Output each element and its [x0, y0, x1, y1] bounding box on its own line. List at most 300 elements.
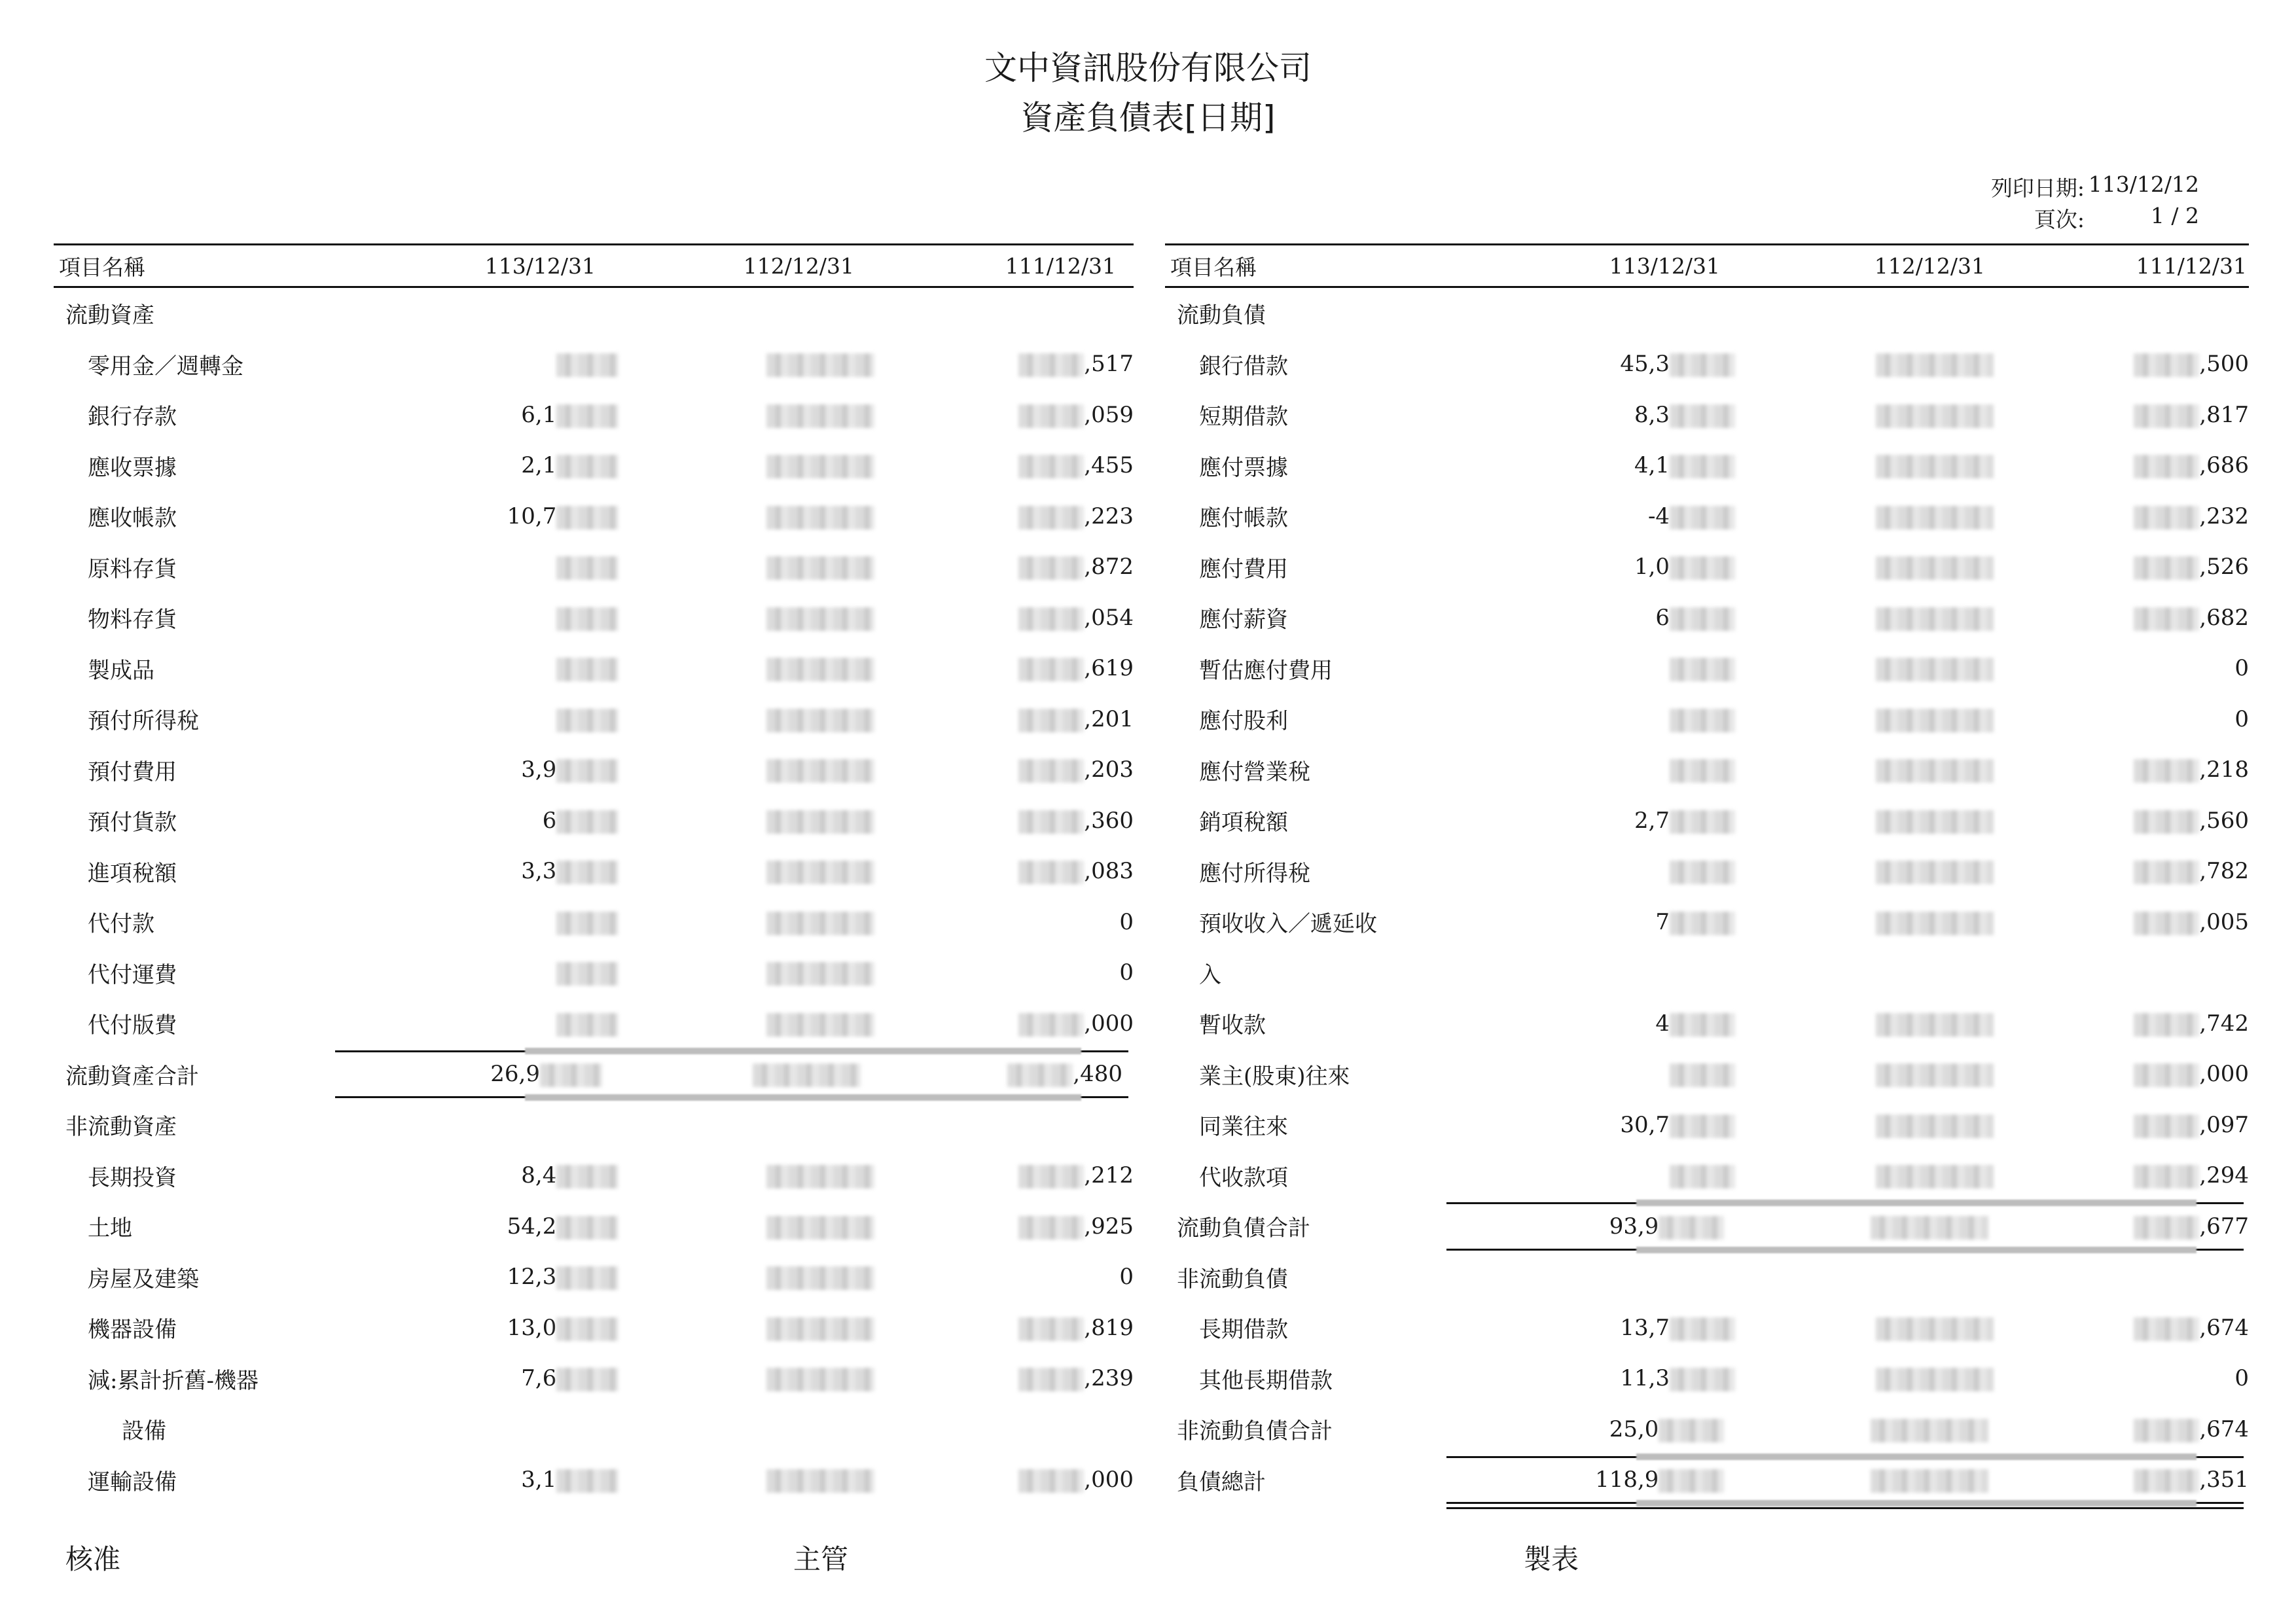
cell-value: ,686	[2199, 452, 2249, 479]
row-label: 預付費用	[88, 758, 177, 785]
cell-value: ,294	[2199, 1162, 2249, 1189]
cell-value: ,480	[1073, 1061, 1122, 1088]
table-row	[1165, 339, 2249, 390]
redacted-value	[556, 404, 619, 428]
cell-value: 0	[1119, 908, 1134, 935]
redacted-value	[766, 962, 874, 986]
cell-period-3	[1994, 1162, 2249, 1188]
redacted-value	[1871, 1469, 1988, 1493]
table-row	[54, 643, 1134, 694]
cell-period-1	[386, 1213, 619, 1240]
cell-period-2	[619, 1264, 874, 1290]
cell-period-3	[874, 554, 1134, 580]
row-label: 代付版費	[88, 1012, 177, 1039]
column-period-2: 112/12/31	[1874, 253, 1985, 279]
cell-value: ,677	[2199, 1213, 2250, 1240]
table-row	[54, 1302, 1134, 1353]
redacted-value	[2134, 1216, 2199, 1240]
redacted-value	[2134, 556, 2199, 580]
cell-value: ,517	[1084, 351, 1134, 378]
cell-period-2	[1735, 655, 1994, 681]
cell-period-3	[861, 1061, 1122, 1087]
row-label: 入	[1199, 961, 1221, 988]
liabilities-table-header	[1165, 243, 2249, 288]
redacted-value	[1018, 1368, 1084, 1391]
cell-value: 45,3	[1620, 351, 1670, 378]
table-row	[54, 1404, 1134, 1455]
redacted-value	[766, 1013, 874, 1037]
cell-period-1	[386, 605, 619, 631]
cell-period-1	[386, 655, 619, 681]
cell-period-1	[367, 1061, 602, 1087]
cell-period-3	[1994, 1010, 2249, 1037]
redacted-value	[2134, 1063, 2199, 1087]
cell-period-2	[619, 554, 874, 580]
redacted-value	[2134, 506, 2199, 529]
redacted-value	[1670, 455, 1735, 478]
redacted-value	[1018, 404, 1084, 428]
cell-value: ,455	[1084, 452, 1134, 479]
cell-value: 3,9	[521, 757, 557, 783]
row-label: 應付費用	[1199, 556, 1288, 582]
redacted-value	[2134, 810, 2199, 834]
row-label: 應收帳款	[88, 505, 177, 532]
cell-value: 2,1	[521, 452, 557, 479]
cell-period-3	[1994, 1365, 2249, 1391]
table-row	[1165, 440, 2249, 491]
cell-period-2	[619, 1162, 874, 1188]
redacted-value	[1018, 1216, 1084, 1240]
cell-value: 8,3	[1634, 401, 1670, 428]
cell-period-1	[386, 909, 619, 935]
table-row	[54, 542, 1134, 593]
redacted-value	[1670, 1013, 1735, 1037]
cell-value: ,560	[2199, 807, 2249, 834]
redacted-value	[1876, 1165, 1994, 1188]
cell-period-3	[1994, 757, 2249, 783]
cell-period-1	[386, 808, 619, 834]
table-row	[54, 795, 1134, 846]
redacted-value	[1018, 810, 1084, 834]
redacted-value	[1876, 607, 1994, 631]
cell-period-2	[619, 1467, 874, 1493]
cell-period-3	[1988, 1213, 2249, 1240]
cell-value: 4	[1655, 1010, 1670, 1037]
table-row	[1165, 643, 2249, 694]
row-label: 非流動負債合計	[1177, 1418, 1333, 1445]
redacted-value	[1871, 1419, 1988, 1442]
cell-value: 93,9	[1609, 1213, 1659, 1240]
cell-value: 0	[2234, 1365, 2249, 1392]
page-label: 頁次:	[2034, 207, 2085, 232]
cell-value: 0	[1119, 1264, 1134, 1291]
redacted-value	[1007, 1063, 1073, 1087]
cell-value: ,083	[1084, 858, 1134, 885]
redacted-value	[1670, 912, 1735, 935]
row-label: 代付款	[88, 911, 154, 938]
table-row	[1165, 1353, 2249, 1404]
cell-period-1	[1493, 706, 1736, 732]
cell-value: ,054	[1084, 604, 1134, 631]
cell-period-1	[386, 858, 619, 884]
redacted-value	[766, 1317, 874, 1341]
redacted-value	[766, 810, 874, 834]
redacted-value	[2134, 353, 2199, 377]
redacted-value	[766, 1266, 874, 1290]
cell-period-1	[386, 1264, 619, 1290]
column-name: 項目名稱	[1170, 254, 1257, 280]
row-label: 預付所得稅	[88, 708, 199, 735]
table-row	[54, 592, 1134, 643]
cell-value: ,674	[2199, 1314, 2249, 1341]
cell-period-1	[1493, 402, 1736, 428]
cell-period-3	[874, 1467, 1134, 1493]
cell-period-1	[386, 1162, 619, 1188]
row-label: 減:累計折舊-機器	[88, 1367, 259, 1394]
row-label: 土地	[88, 1215, 132, 1242]
row-label: 應付所得稅	[1199, 860, 1310, 887]
cell-period-1	[1493, 1365, 1736, 1391]
cell-value: ,925	[1084, 1213, 1134, 1240]
redacted-value	[1670, 1063, 1735, 1087]
cell-value: ,872	[1084, 554, 1134, 580]
row-label: 應付帳款	[1199, 505, 1288, 532]
cell-period-1	[1493, 503, 1736, 529]
table-row	[54, 1252, 1134, 1303]
table-row	[1165, 288, 2249, 339]
table-row	[54, 491, 1134, 542]
redacted-value	[556, 1469, 619, 1493]
cell-period-2	[619, 655, 874, 681]
cell-period-2	[1735, 351, 1994, 377]
row-label: 應付營業稅	[1199, 758, 1310, 785]
row-label: 流動資產合計	[65, 1063, 199, 1090]
cell-value: ,817	[2199, 401, 2249, 428]
row-label: 暫收款	[1199, 1012, 1266, 1039]
cell-value: ,000	[2199, 1061, 2249, 1088]
cell-period-2	[1724, 1213, 1988, 1240]
redacted-value	[1670, 353, 1735, 377]
row-label: 預收收入／遞延收	[1199, 911, 1377, 938]
cell-period-2	[619, 909, 874, 935]
cell-value: -4	[1647, 503, 1670, 529]
redacted-value	[1876, 556, 1994, 580]
row-label: 負債總計	[1177, 1469, 1266, 1495]
cell-period-3	[1994, 351, 2249, 377]
redacted-value	[766, 506, 874, 529]
cell-period-1	[1493, 909, 1736, 935]
redacted-value	[1876, 912, 1994, 935]
cell-period-1	[1493, 1315, 1736, 1341]
cell-value: ,059	[1084, 401, 1134, 428]
liabilities-table	[1165, 243, 2249, 1505]
cell-value: 2,7	[1634, 807, 1670, 834]
table-row	[54, 1150, 1134, 1202]
cell-period-1	[386, 1010, 619, 1037]
redacted-value	[1670, 658, 1735, 681]
row-label: 流動負債	[1177, 302, 1266, 329]
cell-period-2	[1735, 503, 1994, 529]
redacted-value	[2134, 861, 2199, 884]
row-label: 進項稅額	[88, 860, 177, 887]
cell-period-1	[1493, 1162, 1736, 1188]
cell-period-2	[619, 605, 874, 631]
row-label: 應付薪資	[1199, 607, 1288, 633]
redacted-value	[1876, 1013, 1994, 1037]
redacted-value	[2134, 455, 2199, 478]
cell-period-3	[874, 503, 1134, 529]
redacted-value	[1018, 709, 1084, 732]
table-row	[1165, 846, 2249, 897]
cell-value: ,218	[2199, 757, 2249, 783]
redacted-value	[1018, 556, 1084, 580]
redacted-value	[1876, 810, 1994, 834]
redacted-value	[2134, 607, 2199, 631]
cell-period-2	[1724, 1416, 1988, 1442]
cell-period-2	[619, 452, 874, 478]
cell-value: 6,1	[521, 401, 557, 428]
table-row	[54, 897, 1134, 948]
cell-value: ,212	[1084, 1162, 1134, 1189]
redacted-value	[1876, 1063, 1994, 1087]
row-label: 流動負債合計	[1177, 1215, 1310, 1242]
redacted-value	[766, 455, 874, 478]
redacted-value	[2134, 1115, 2199, 1138]
cell-period-3	[874, 452, 1134, 478]
table-row	[54, 1455, 1134, 1506]
table-row	[54, 745, 1134, 796]
redacted-value	[766, 759, 874, 783]
table-row	[1165, 745, 2249, 796]
cell-period-2	[1735, 1010, 1994, 1037]
cell-value: 3,1	[521, 1467, 557, 1493]
cell-value: 10,7	[507, 503, 557, 529]
cell-period-3	[1994, 858, 2249, 884]
table-row	[1165, 1252, 2249, 1303]
redacted-value	[1018, 1469, 1084, 1493]
cell-period-1	[386, 757, 619, 783]
cell-value: 8,4	[521, 1162, 557, 1189]
redacted-value	[1876, 1368, 1994, 1391]
cell-period-3	[874, 351, 1134, 377]
column-name: 項目名稱	[59, 254, 145, 280]
cell-period-1	[386, 706, 619, 732]
cell-period-3	[874, 959, 1134, 986]
cell-value: ,782	[2199, 858, 2249, 885]
redacted-value	[766, 353, 874, 377]
redacted-value	[766, 607, 874, 631]
redacted-value	[556, 759, 619, 783]
table-row	[54, 288, 1134, 339]
cell-period-3	[1994, 706, 2249, 732]
cell-period-3	[1994, 1112, 2249, 1138]
table-row	[1165, 1049, 2249, 1100]
row-label: 流動資產	[65, 302, 154, 329]
redacted-value	[1018, 1013, 1084, 1037]
cell-value: ,619	[1084, 655, 1134, 682]
cell-value: ,239	[1084, 1365, 1134, 1392]
cell-period-2	[619, 402, 874, 428]
table-row	[1165, 1455, 2249, 1506]
redacted-value	[2134, 1419, 2199, 1442]
cell-value: 6	[542, 807, 557, 834]
redacted-value	[1871, 1216, 1988, 1240]
table-row	[54, 1099, 1134, 1150]
redacted-value	[766, 912, 874, 935]
redacted-value	[556, 709, 619, 732]
redacted-value	[1659, 1419, 1724, 1442]
redacted-value	[1659, 1216, 1724, 1240]
redacted-value	[2134, 1469, 2199, 1493]
row-label: 原料存貨	[88, 556, 177, 582]
row-label: 其他長期借款	[1199, 1367, 1333, 1394]
redacted-value	[1018, 1317, 1084, 1341]
cell-value: ,201	[1084, 705, 1134, 732]
row-label: 應付股利	[1199, 708, 1288, 735]
cell-period-2	[619, 808, 874, 834]
cell-period-2	[1735, 1112, 1994, 1138]
row-label: 零用金／週轉金	[88, 353, 243, 380]
redacted-value	[1670, 861, 1735, 884]
row-label: 銀行存款	[88, 404, 177, 431]
redacted-value	[1876, 506, 1994, 529]
redacted-value	[1018, 861, 1084, 884]
table-row	[54, 948, 1134, 999]
cell-period-3	[1994, 655, 2249, 681]
cell-period-2	[1735, 402, 1994, 428]
cell-period-3	[874, 858, 1134, 884]
cell-period-1	[1493, 808, 1736, 834]
column-period-3: 111/12/31	[2136, 253, 2247, 279]
cell-value: 3,3	[521, 858, 557, 885]
redacted-value	[556, 1317, 619, 1341]
row-label: 非流動資產	[65, 1114, 177, 1141]
table-row	[54, 1201, 1134, 1252]
cell-value: ,360	[1084, 807, 1134, 834]
cell-value: ,005	[2199, 908, 2249, 935]
cell-period-2	[1735, 757, 1994, 783]
cell-period-2	[619, 1213, 874, 1240]
cell-period-3	[874, 909, 1134, 935]
row-label: 預付貨款	[88, 810, 177, 836]
cell-value: 6	[1655, 604, 1670, 631]
redacted-value	[556, 658, 619, 681]
assets-table	[54, 243, 1134, 1505]
redacted-value	[556, 556, 619, 580]
cell-period-1	[386, 452, 619, 478]
table-row	[1165, 592, 2249, 643]
redacted-value	[556, 810, 619, 834]
print-info	[1970, 171, 2219, 234]
redacted-value	[556, 962, 619, 986]
row-label: 暫估應付費用	[1199, 657, 1333, 684]
redacted-value	[766, 1216, 874, 1240]
cell-period-3	[874, 757, 1134, 783]
cell-period-3	[1988, 1467, 2249, 1493]
cell-period-2	[1735, 1061, 1994, 1087]
redacted-value	[556, 1013, 619, 1037]
row-label: 業主(股東)往來	[1199, 1063, 1350, 1090]
cell-period-1	[1493, 655, 1736, 681]
redacted-value	[556, 1368, 619, 1391]
cell-period-2	[619, 1315, 874, 1341]
cell-period-1	[386, 351, 619, 377]
redacted-value	[1670, 556, 1735, 580]
table-row	[54, 339, 1134, 390]
redacted-value	[766, 1165, 874, 1188]
redacted-value	[1670, 709, 1735, 732]
cell-period-3	[874, 1010, 1134, 1037]
cell-period-1	[386, 959, 619, 986]
cell-period-3	[874, 402, 1134, 428]
cell-value: ,819	[1084, 1314, 1134, 1341]
redacted-band	[525, 1048, 1081, 1054]
cell-period-1	[1493, 1010, 1736, 1037]
redacted-value	[766, 1368, 874, 1391]
table-row	[1165, 795, 2249, 846]
cell-period-1	[386, 402, 619, 428]
redacted-value	[1876, 455, 1994, 478]
row-label: 應收票據	[88, 454, 177, 481]
table-row	[54, 389, 1134, 440]
approve-signature-label: 核准	[65, 1543, 121, 1575]
cell-period-3	[1994, 452, 2249, 478]
cell-period-2	[1735, 1315, 1994, 1341]
manager-signature-label: 主管	[793, 1543, 849, 1575]
cell-value: 54,2	[507, 1213, 557, 1240]
redacted-value	[556, 506, 619, 529]
cell-value: 11,3	[1620, 1365, 1670, 1392]
redacted-value	[1018, 759, 1084, 783]
row-label: 非流動負債	[1177, 1266, 1288, 1293]
cell-period-2	[1735, 909, 1994, 935]
redacted-value	[556, 1216, 619, 1240]
cell-period-3	[874, 706, 1134, 732]
redacted-value	[1876, 353, 1994, 377]
table-row	[54, 846, 1134, 897]
cell-value: 7	[1655, 908, 1670, 935]
cell-period-1	[1493, 1061, 1736, 1087]
column-period-2: 112/12/31	[743, 253, 854, 279]
row-label: 銷項稅額	[1199, 810, 1288, 836]
redacted-value	[1018, 1165, 1084, 1188]
cell-period-1	[1493, 1112, 1736, 1138]
row-label: 物料存貨	[88, 607, 177, 633]
redacted-value	[556, 912, 619, 935]
cell-value: 0	[2234, 655, 2249, 682]
redacted-value	[766, 1469, 874, 1493]
cell-period-2	[1735, 1162, 1994, 1188]
cell-period-1	[1493, 605, 1736, 631]
column-period-1: 113/12/31	[1609, 253, 1720, 279]
redacted-value	[556, 607, 619, 631]
cell-period-1	[386, 1315, 619, 1341]
preparer-signature-label: 製表	[1524, 1543, 1579, 1575]
redacted-value	[556, 1266, 619, 1290]
table-row	[1165, 491, 2249, 542]
cell-value: ,232	[2199, 503, 2249, 529]
redacted-value	[2134, 404, 2199, 428]
table-row	[1165, 1404, 2249, 1455]
row-label: 代付運費	[88, 961, 177, 988]
cell-period-2	[619, 757, 874, 783]
redacted-value	[1876, 1317, 1994, 1341]
redacted-value	[1670, 1317, 1735, 1341]
row-label: 長期借款	[1199, 1317, 1288, 1344]
cell-period-3	[874, 1213, 1134, 1240]
cell-period-3	[1994, 503, 2249, 529]
redacted-value	[1018, 658, 1084, 681]
